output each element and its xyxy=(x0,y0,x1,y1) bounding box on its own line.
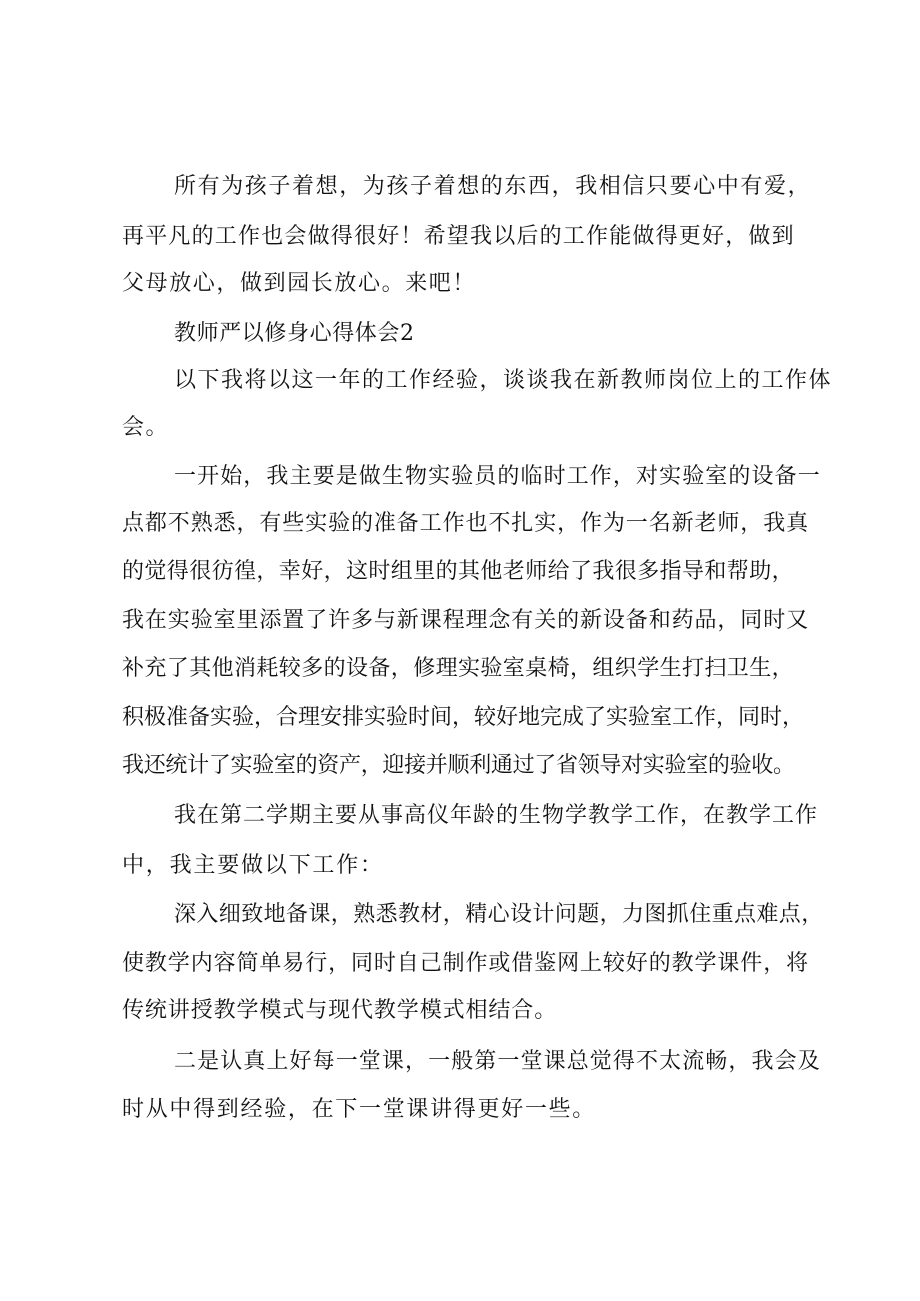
paragraph-line: 积极准备实验，合理安排实验时间，较好地完成了实验室工作，同时， xyxy=(122,705,805,730)
paragraph-line: 会。 xyxy=(122,415,170,440)
paragraph-line: 补充了其他消耗较多的设备，修理实验室桌椅，组织学生打扫卫生， xyxy=(122,656,795,681)
paragraph-line: 我还统计了实验室的资产，迎接并顺利通过了省领导对实验室的验收。 xyxy=(122,753,795,778)
paragraph-line: 二是认真上好每一堂课，一般第一堂课总觉得不太流畅，我会及 xyxy=(174,1049,821,1074)
paragraph-line: 我在第二学期主要从事高仪年龄的生物学教学工作，在教学工作 xyxy=(174,803,819,828)
paragraph-line: 深入细致地备课，熟悉教材，精心设计问题，力图抓住重点难点， xyxy=(174,902,824,927)
paragraph-line: 再平凡的工作也会做得很好！希望我以后的工作能做得更好，做到 xyxy=(122,224,795,249)
paragraph-line: 一开始，我主要是做生物实验员的临时工作，对实验室的设备一 xyxy=(174,464,821,489)
section-heading: 教师严以修身心得体会2 xyxy=(174,321,415,346)
paragraph-line: 父母放心，做到园长放心。来吧！ xyxy=(122,271,477,296)
paragraph-line: 的觉得很彷徨，幸好，这时组里的其他老师给了我很多指导和帮助， xyxy=(122,559,795,584)
paragraph-line: 传统讲授教学模式与现代教学模式相结合。 xyxy=(122,998,558,1023)
paragraph-line: 使教学内容简单易行，同时自己制作或借鉴网上较好的教学课件，将 xyxy=(122,951,810,976)
paragraph-line: 中，我主要做以下工作： xyxy=(122,853,384,878)
paragraph-line: 所有为孩子着想，为孩子着想的东西，我相信只要心中有爱， xyxy=(174,174,812,199)
paragraph-line: 点都不熟悉，有些实验的准备工作也不扎实，作为一名新老师，我真 xyxy=(122,511,810,536)
paragraph-line: 时从中得到经验，在下一堂课讲得更好一些。 xyxy=(122,1097,597,1122)
paragraph-line: 以下我将以这一年的工作经验，谈谈我在新教师岗位上的工作体 xyxy=(174,368,833,393)
paragraph-line: 我在实验室里添置了许多与新课程理念有关的新设备和药品，同时又 xyxy=(122,608,810,633)
